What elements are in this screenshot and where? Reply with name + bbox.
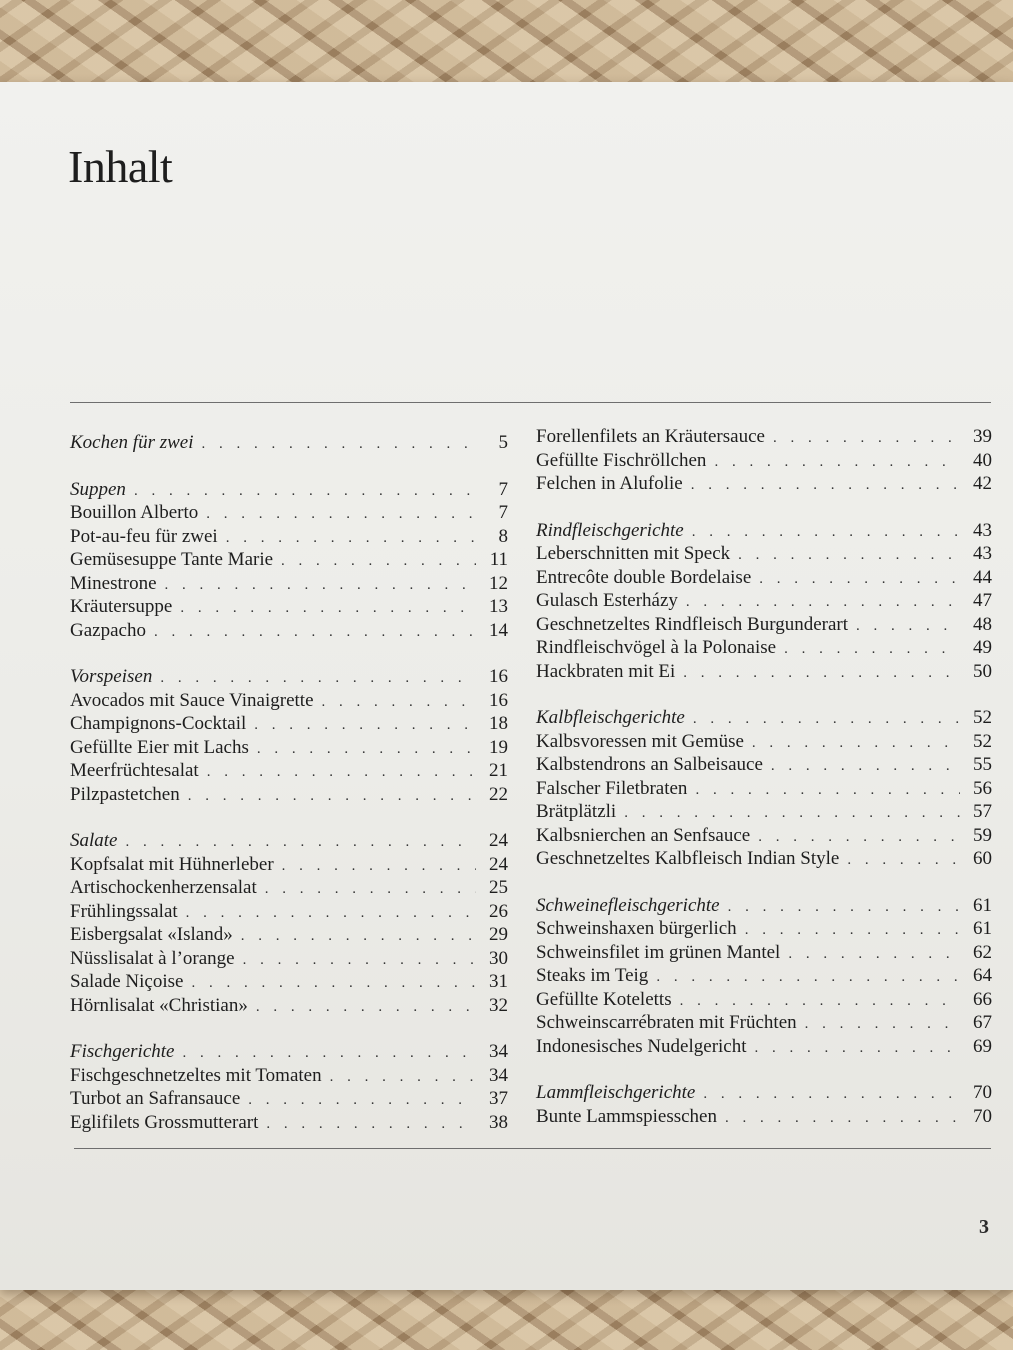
page-ref: 8	[498, 525, 508, 547]
toc-entry	[536, 567, 992, 591]
page-ref: 61	[973, 918, 992, 939]
toc-section-heading	[536, 1082, 992, 1106]
dot-leader	[126, 834, 477, 851]
page-ref: 42	[973, 473, 992, 494]
toc-left-column	[70, 432, 508, 1158]
toc-entry	[536, 731, 992, 755]
page-ref: 61	[973, 894, 992, 916]
entry-title: Schweinsfilet im grünen Mantel	[536, 941, 781, 963]
dot-leader	[160, 670, 476, 687]
entry-title: Eglifilets Grossmutterart	[70, 1111, 259, 1133]
toc-entry	[70, 1088, 508, 1112]
dot-leader	[180, 600, 476, 617]
dot-leader	[805, 1016, 960, 1033]
dot-leader	[265, 881, 476, 898]
section-title: Kalbfleischgerichte	[536, 707, 685, 728]
page-ref: 56	[973, 777, 992, 799]
dot-leader	[745, 922, 960, 939]
entry-title: Geschnetzeltes Kalbfleisch Indian Style	[536, 848, 840, 869]
dot-leader	[773, 430, 960, 447]
entry-title: Schweinshaxen bürgerlich	[536, 918, 737, 939]
section-title: Fischgerichte	[70, 1041, 175, 1062]
dot-leader	[752, 735, 960, 752]
page-ref: 52	[973, 707, 992, 728]
page-ref: 5	[498, 432, 508, 453]
dot-leader	[226, 530, 476, 547]
toc-entry	[70, 502, 508, 526]
toc-entry	[70, 690, 508, 714]
page-ref: 70	[973, 1082, 992, 1103]
toc-entry	[536, 450, 992, 474]
entry-title: Salade Niçoise	[70, 971, 184, 992]
page-ref: 44	[973, 566, 992, 588]
toc-entry	[536, 778, 992, 802]
entry-title: Kalbsnierchen an Senfsauce	[536, 824, 751, 846]
dot-leader	[758, 829, 960, 846]
page-ref: 49	[973, 637, 992, 658]
dot-leader	[256, 999, 476, 1016]
page-ref: 12	[489, 572, 508, 594]
page-ref: 55	[973, 754, 992, 775]
toc-entry	[70, 596, 508, 620]
dot-leader	[656, 969, 960, 986]
entry-title: Minestrone	[70, 572, 157, 594]
toc-entry	[536, 989, 992, 1013]
dot-leader	[206, 506, 476, 523]
page-ref: 31	[489, 971, 508, 992]
book-page	[0, 82, 1013, 1290]
entry-title: Bouillon Alberto	[70, 502, 199, 523]
entry-title: Kräutersuppe	[70, 596, 173, 617]
toc-entry	[536, 637, 992, 661]
toc-section	[70, 1041, 508, 1135]
entry-title: Gulasch Esterházy	[536, 590, 678, 611]
dot-leader	[693, 711, 960, 728]
dot-leader	[188, 788, 476, 805]
entry-title: Rindfleischvögel à la Polonaise	[536, 637, 777, 658]
entry-title: Kopfsalat mit Hühnerleber	[70, 853, 274, 875]
entry-title: Hörnlisalat «Christian»	[70, 994, 248, 1016]
entry-title: Leberschnitten mit Speck	[536, 543, 731, 564]
toc-entry	[536, 661, 992, 685]
toc-entry	[70, 784, 508, 808]
toc-entry	[70, 737, 508, 761]
entry-title: Gemüsesuppe Tante Marie	[70, 549, 274, 570]
entry-title: Pilzpastetchen	[70, 783, 180, 805]
dot-leader	[725, 1110, 960, 1127]
page-ref: 25	[489, 877, 508, 898]
toc-entry	[536, 1106, 992, 1130]
dot-leader	[692, 524, 960, 541]
toc-section	[536, 520, 992, 685]
toc-entry	[70, 713, 508, 737]
toc-section-heading	[70, 432, 508, 456]
entry-title: Gazpacho	[70, 619, 146, 641]
entry-title: Geschnetzeltes Rindfleisch Burgunderart	[536, 613, 848, 635]
toc-entry	[536, 825, 992, 849]
toc-entry	[536, 1012, 992, 1036]
toc-section-heading	[70, 1041, 508, 1065]
page-ref: 16	[489, 666, 508, 687]
entry-title: Avocados mit Sauce Vinaigrette	[70, 689, 314, 711]
entry-title: Champignons-Cocktail	[70, 713, 247, 734]
dot-leader	[856, 618, 960, 635]
toc-entry	[536, 848, 992, 872]
section-title: Vorspeisen	[70, 666, 153, 687]
dot-leader	[755, 1040, 960, 1057]
entry-title: Frühlingssalat	[70, 900, 178, 922]
dot-leader	[624, 805, 960, 822]
entry-title: Hackbraten mit Ei	[536, 660, 676, 682]
toc-section	[536, 895, 992, 1060]
entry-title: Falscher Filetbraten	[536, 777, 688, 799]
dot-leader	[134, 483, 476, 500]
entry-title: Forellenfilets an Kräutersauce	[536, 426, 765, 447]
page-ref: 30	[489, 947, 508, 969]
page-ref: 14	[489, 619, 508, 641]
toc-right-column	[536, 426, 992, 1152]
toc-entry	[536, 801, 992, 825]
section-title: Lammfleischgerichte	[536, 1082, 696, 1103]
toc-entry	[536, 1036, 992, 1060]
dot-leader	[154, 624, 476, 641]
page-ref: 66	[973, 988, 992, 1010]
dot-leader	[738, 547, 960, 564]
toc-entry	[536, 942, 992, 966]
dot-leader	[243, 952, 476, 969]
entry-title: Kalbsvoressen mit Gemüse	[536, 730, 744, 752]
page-ref: 18	[489, 713, 508, 734]
page-ref: 22	[489, 783, 508, 805]
top-divider	[70, 402, 991, 403]
entry-title: Turbot an Safransauce	[70, 1088, 241, 1109]
page-ref: 37	[489, 1088, 508, 1109]
toc-entry	[70, 620, 508, 644]
page-ref: 38	[489, 1111, 508, 1133]
entry-title: Gefüllte Fischröllchen	[536, 449, 707, 471]
entry-title: Eisbergsalat «Island»	[70, 924, 233, 945]
toc-entry	[70, 901, 508, 925]
page-ref: 24	[489, 830, 508, 851]
page-ref: 24	[489, 853, 508, 875]
dot-leader	[683, 665, 960, 682]
dot-leader	[322, 694, 476, 711]
toc-section-heading	[70, 830, 508, 854]
toc-entry	[70, 1065, 508, 1089]
page-ref: 40	[973, 449, 992, 471]
page-ref: 64	[973, 965, 992, 986]
toc-section	[70, 666, 508, 807]
entry-title: Gefüllte Eier mit Lachs	[70, 736, 249, 758]
dot-leader	[202, 436, 477, 453]
entry-title: Kalbstendrons an Salbeisauce	[536, 754, 763, 775]
page-ref: 34	[489, 1064, 508, 1086]
dot-leader	[281, 553, 476, 570]
dot-leader	[241, 928, 476, 945]
toc-section	[536, 426, 992, 497]
dot-leader	[266, 1116, 476, 1133]
toc-section	[536, 1082, 992, 1129]
toc-section	[536, 707, 992, 872]
dot-leader	[165, 577, 476, 594]
toc-entry	[70, 877, 508, 901]
toc-entry	[70, 924, 508, 948]
page-ref: 52	[973, 730, 992, 752]
entry-title: Schweinscarrébraten mit Früchten	[536, 1012, 797, 1033]
page-ref: 70	[973, 1105, 992, 1127]
page-title: Inhalt	[68, 141, 173, 192]
page-ref: 11	[489, 549, 508, 570]
toc-section-heading	[70, 479, 508, 503]
entry-title: Steaks im Teig	[536, 965, 649, 986]
dot-leader	[686, 594, 960, 611]
entry-title: Artischockenherzensalat	[70, 877, 257, 898]
entry-title: Brätplätzli	[536, 801, 617, 822]
toc-section-heading	[536, 707, 992, 731]
dot-leader	[282, 858, 476, 875]
page-ref: 47	[973, 590, 992, 611]
page-ref: 48	[973, 613, 992, 635]
toc-entry	[536, 473, 992, 497]
entry-title: Gefüllte Koteletts	[536, 988, 672, 1010]
section-title: Rindfleischgerichte	[536, 519, 684, 541]
dot-leader	[186, 905, 476, 922]
dot-leader	[771, 758, 960, 775]
page-ref: 19	[489, 736, 508, 758]
page-ref: 7	[498, 502, 508, 523]
toc-section	[70, 432, 508, 456]
toc-entry	[536, 543, 992, 567]
toc-entry	[536, 426, 992, 450]
page-ref: 34	[489, 1041, 508, 1062]
page-ref: 26	[489, 900, 508, 922]
toc-entry	[536, 918, 992, 942]
toc-entry	[70, 549, 508, 573]
toc-entry	[70, 1112, 508, 1136]
entry-title: Meerfrüchtesalat	[70, 760, 199, 781]
page-ref: 29	[489, 924, 508, 945]
page-ref: 62	[973, 941, 992, 963]
page-number: 3	[979, 1216, 989, 1238]
dot-leader	[784, 641, 960, 658]
toc-entry	[70, 760, 508, 784]
toc-entry	[536, 590, 992, 614]
entry-title: Nüsslisalat à l’orange	[70, 947, 235, 969]
page-ref: 16	[489, 689, 508, 711]
page-ref: 57	[973, 801, 992, 822]
dot-leader	[254, 717, 476, 734]
toc-entry	[70, 526, 508, 550]
toc-entry	[70, 573, 508, 597]
entry-title: Felchen in Alufolie	[536, 473, 683, 494]
section-title: Kochen für zwei	[70, 432, 194, 453]
entry-title: Entrecôte double Bordelaise	[536, 566, 752, 588]
dot-leader	[182, 1045, 476, 1062]
dot-leader	[191, 975, 476, 992]
dot-leader	[788, 946, 960, 963]
dot-leader	[695, 782, 960, 799]
toc-section-heading	[536, 895, 992, 919]
toc-section	[70, 830, 508, 1018]
page-ref: 13	[489, 596, 508, 617]
toc-entry	[536, 965, 992, 989]
toc-entry	[70, 971, 508, 995]
toc-entry	[70, 948, 508, 972]
dot-leader	[759, 571, 960, 588]
bottom-divider	[74, 1148, 991, 1149]
dot-leader	[691, 477, 960, 494]
entry-title: Indonesisches Nudelgericht	[536, 1035, 747, 1057]
dot-leader	[248, 1092, 476, 1109]
dot-leader	[703, 1086, 960, 1103]
page-ref: 67	[973, 1012, 992, 1033]
section-title: Salate	[70, 830, 118, 851]
toc-entry	[70, 854, 508, 878]
page-ref: 50	[973, 660, 992, 682]
dot-leader	[847, 852, 960, 869]
page-ref: 43	[973, 519, 992, 541]
page-ref: 69	[973, 1035, 992, 1057]
dot-leader	[680, 993, 960, 1010]
toc-section-heading	[70, 666, 508, 690]
toc-section-heading	[536, 520, 992, 544]
dot-leader	[257, 741, 476, 758]
page-ref: 21	[489, 760, 508, 781]
entry-title: Pot-au-feu für zwei	[70, 525, 218, 547]
dot-leader	[330, 1069, 476, 1086]
page-ref: 43	[973, 543, 992, 564]
page-ref: 32	[489, 994, 508, 1016]
section-title: Schweinefleischgerichte	[536, 894, 720, 916]
entry-title: Fischgeschnetzeltes mit Tomaten	[70, 1064, 322, 1086]
dot-leader	[207, 764, 476, 781]
toc-entry	[536, 754, 992, 778]
toc-entry	[536, 614, 992, 638]
toc-entry	[70, 995, 508, 1019]
toc-section	[70, 479, 508, 644]
page-ref: 39	[973, 426, 992, 447]
entry-title: Bunte Lammspiesschen	[536, 1105, 717, 1127]
page-ref: 59	[973, 824, 992, 846]
page-ref: 60	[973, 848, 992, 869]
page-ref: 7	[498, 478, 508, 500]
dot-leader	[728, 899, 960, 916]
dot-leader	[714, 454, 960, 471]
section-title: Suppen	[70, 478, 126, 500]
